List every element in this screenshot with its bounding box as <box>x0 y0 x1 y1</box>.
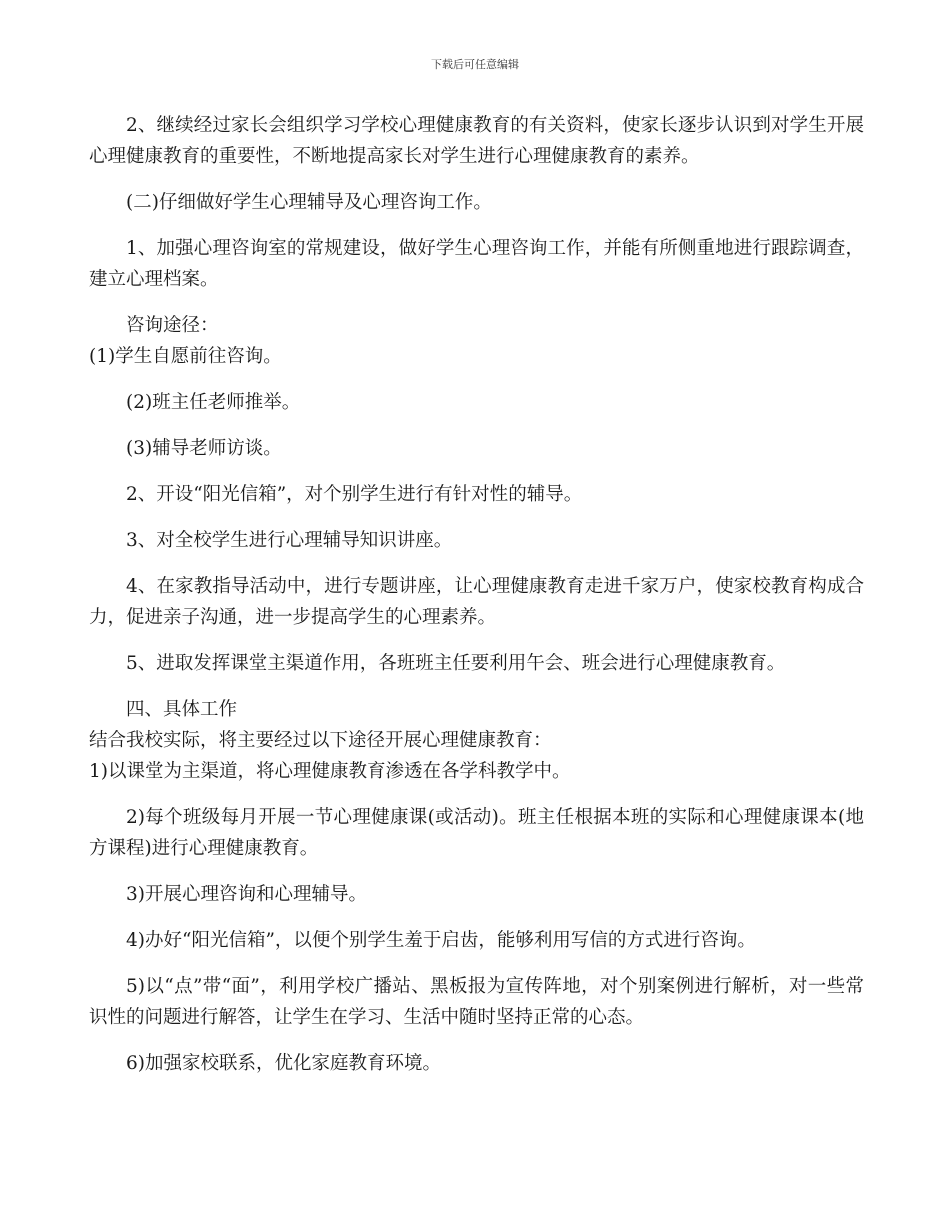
list-item-1: 1)以课堂为主渠道，将心理健康教育渗透在各学科教学中。 <box>89 761 571 782</box>
page-header: 下载后可任意编辑 <box>431 58 519 71</box>
list-item-interview: (3)辅导老师访谈。 <box>126 438 282 459</box>
section-heading-counseling: (二)仔细做好学生心理辅导及心理咨询工作。 <box>126 192 492 213</box>
list-item-5: 5)以“点”带“面”，利用学校广播站、黑板报为宣传阵地，对个别案例进行解析，对一些常识性的问题进行解答，让学生在学习、生活中随时坚持正常的心态。 <box>89 976 864 1028</box>
paragraph-counseling-room: 1、加强心理咨询室的常规建设，做好学生心理咨询工作，并能有所侧重地进行跟踪调查，建立心理档案。 <box>89 238 864 290</box>
list-item-6: 6)加强家校联系，优化家庭教育环境。 <box>126 1053 441 1074</box>
counseling-methods-label: 咨询途径： <box>126 315 219 336</box>
list-item-2: 2)每个班级每月开展一节心理健康课(或活动)。班主任根据本班的实际和心理健康课本(地方课程)进行心理健康教育。 <box>89 807 864 859</box>
paragraph-parent-meeting: 2、继续经过家长会组织学习学校心理健康教育的有关资料，使家长逐步认识到对学生开展心理健康教育的重要性，不断地提高家长对学生进行心理健康教育的素养。 <box>89 115 864 167</box>
list-item-voluntary: (1)学生自愿前往咨询。 <box>89 346 282 367</box>
paragraph-approach-intro: 结合我校实际，将主要经过以下途径开展心理健康教育： <box>89 730 552 751</box>
paragraph-classroom-channel: 5、进取发挥课堂主渠道作用，各班班主任要利用午会、班会进行心理健康教育。 <box>126 653 786 674</box>
paragraph-sunshine-mailbox: 2、开设“阳光信箱”，对个别学生进行有针对性的辅导。 <box>126 484 583 505</box>
list-item-recommend: (2)班主任老师推举。 <box>126 392 301 413</box>
document-body <box>89 110 864 1079</box>
list-item-4: 4)办好“阳光信箱”，以便个别学生羞于启齿，能够利用写信的方式进行咨询。 <box>126 930 756 951</box>
paragraph-home-school: 4、在家教指导活动中，进行专题讲座，让心理健康教育走进千家万户，使家校教育构成合力，促进亲子沟通，进一步提高学生的心理素养。 <box>89 576 864 628</box>
section-heading-specific-work: 四、具体工作 <box>126 699 238 720</box>
list-item-3: 3)开展心理咨询和心理辅导。 <box>126 884 367 905</box>
paragraph-lectures: 3、对全校学生进行心理辅导知识讲座。 <box>126 530 453 551</box>
